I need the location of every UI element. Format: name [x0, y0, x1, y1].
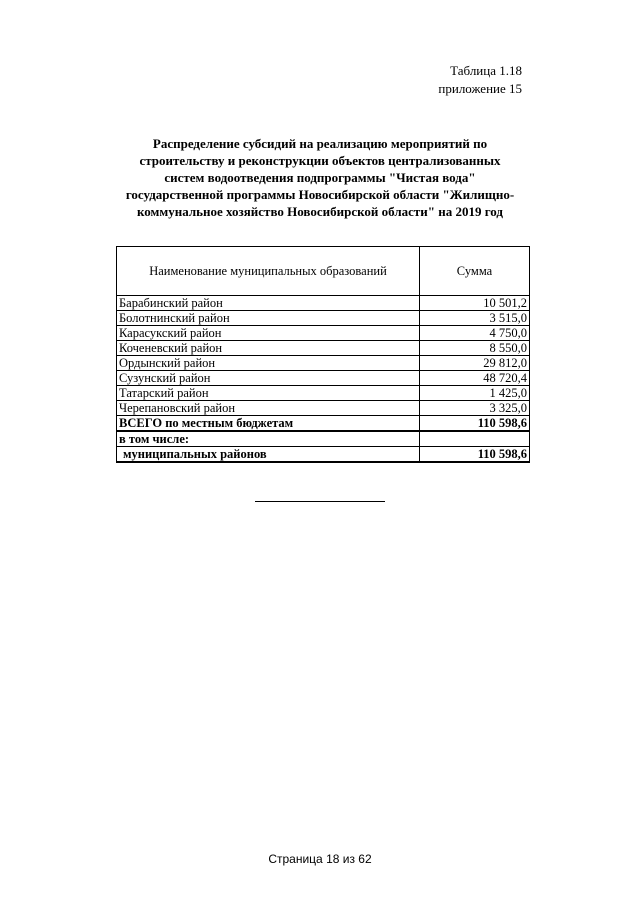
district-name: Карасукский район	[117, 326, 420, 341]
title-line: государственной программы Новосибирской области "Жилищно-	[125, 187, 515, 202]
column-header-sum: Сумма	[420, 247, 530, 296]
district-sum: 10 501,2	[420, 296, 530, 311]
total-sum: 110 598,6	[420, 416, 530, 432]
including-row	[117, 431, 530, 447]
district-sum: 29 812,0	[420, 356, 530, 371]
district-sum: 3 515,0	[420, 311, 530, 326]
municipal-row	[117, 447, 530, 463]
district-name: Черепановский район	[117, 401, 420, 416]
subsidy-table	[116, 246, 530, 463]
title-line: Распределение субсидий на реализацию мероприятий по	[152, 136, 488, 151]
title-line: строительству и реконструкции объектов централизованных	[139, 153, 501, 168]
document-title	[110, 135, 530, 220]
table-row	[117, 311, 530, 326]
district-name: Ордынский район	[117, 356, 420, 371]
table-row	[117, 401, 530, 416]
including-sum	[420, 431, 530, 447]
district-name: Татарский район	[117, 386, 420, 401]
district-sum: 4 750,0	[420, 326, 530, 341]
district-sum: 48 720,4	[420, 371, 530, 386]
district-name: Барабинский район	[117, 296, 420, 311]
district-sum: 1 425,0	[420, 386, 530, 401]
column-header-name: Наименование муниципальных образований	[117, 247, 420, 296]
table-row	[117, 371, 530, 386]
including-label: в том числе:	[117, 431, 420, 447]
table-row	[117, 296, 530, 311]
table-number: Таблица 1.18	[450, 63, 522, 78]
municipal-label: муниципальных районов	[117, 447, 420, 463]
district-name: Сузунский район	[117, 371, 420, 386]
district-sum: 8 550,0	[420, 341, 530, 356]
title-line: систем водоотведения подпрограммы "Чистая вода"	[164, 170, 476, 185]
table-row	[117, 326, 530, 341]
end-rule	[255, 501, 385, 502]
table-row	[117, 386, 530, 401]
total-row	[117, 416, 530, 432]
page-number: Страница 18 из 62	[268, 852, 372, 866]
district-sum: 3 325,0	[420, 401, 530, 416]
title-line: коммунальное хозяйство Новосибирской области" на 2019 год	[136, 204, 504, 219]
district-name: Болотнинский район	[117, 311, 420, 326]
table-row	[117, 341, 530, 356]
table-row	[117, 356, 530, 371]
total-label: ВСЕГО по местным бюджетам	[117, 416, 420, 432]
municipal-sum: 110 598,6	[420, 447, 530, 463]
appendix-label: приложение 15	[438, 81, 522, 96]
district-name: Коченевский район	[117, 341, 420, 356]
